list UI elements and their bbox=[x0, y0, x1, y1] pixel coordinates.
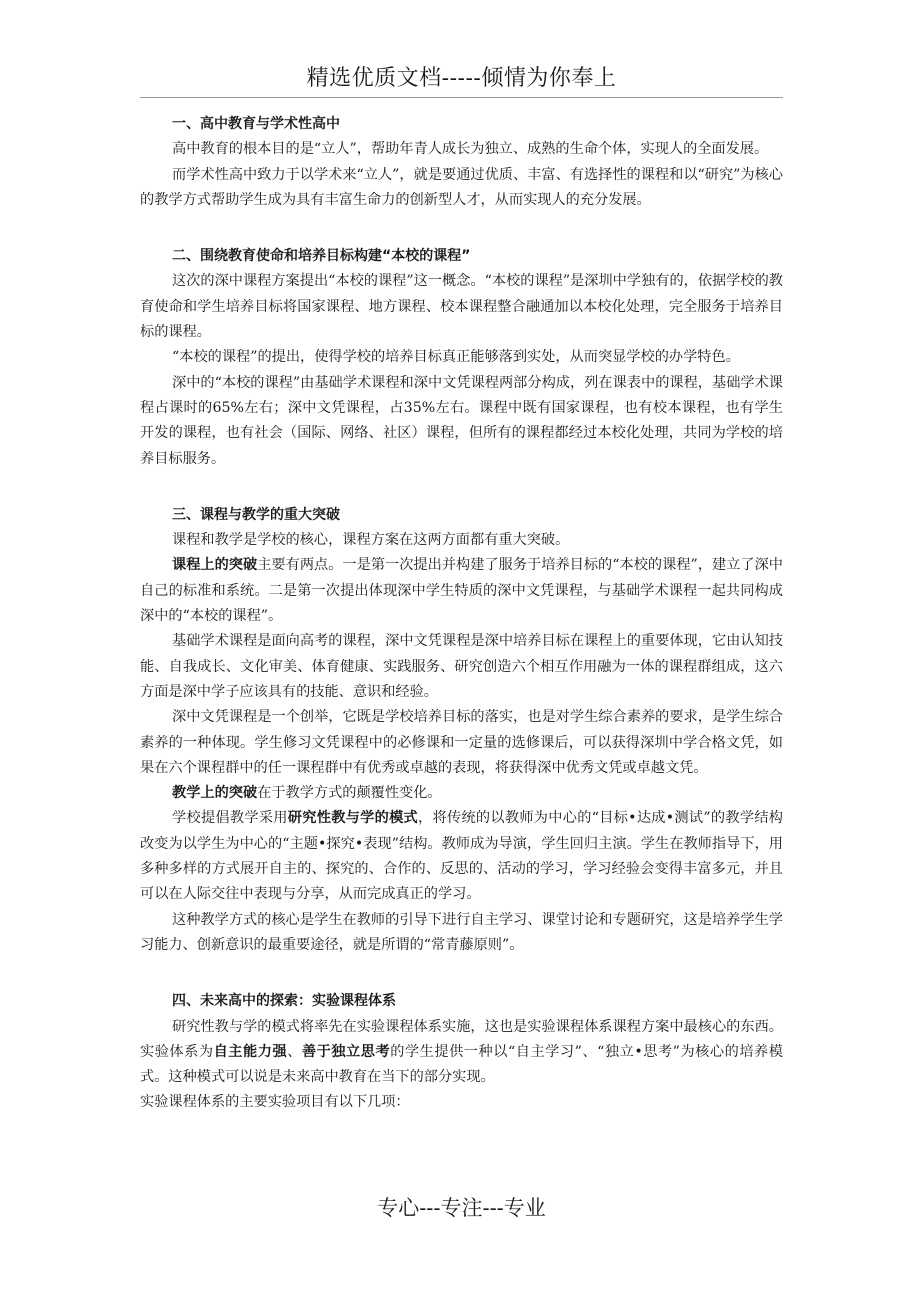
spacer bbox=[140, 213, 783, 244]
section-3-heading: 三、课程与教学的重大突破 bbox=[172, 506, 340, 523]
section-3-paragraph: 这种教学方式的核心是学生在教师的引导下进行自主学习、课堂讨论和专题研究，这是培养学生学习能力、创新意识的最重要途径，就是所谓的“常青藤原则”。 bbox=[140, 911, 783, 953]
paragraph-text: 学校提倡教学采用 bbox=[172, 810, 288, 827]
section-3-paragraph: 深中文凭课程是一个创举，它既是学校培养目标的落实，也是对学生综合素养的要求，是学生综合素养的一种体现。学生修习文凭课程中的必修课和一定量的选修课后，可以获得深圳中学合格文凭，如果在六个课程群中的任一课程群中有优秀或卓越的表现，将获得深中优秀文凭或卓越文凭。 bbox=[140, 709, 783, 776]
bold-phrase: 自主能力强 bbox=[213, 1043, 288, 1060]
section-2-heading: 二、围绕教育使命和培养目标构建“本校的课程” bbox=[172, 248, 471, 265]
section-3-paragraph bbox=[140, 781, 783, 806]
section-2-paragraph: “本校的课程”的提出，使得学校的培养目标真正能够落到实处，从而突显学校的办学特色。 bbox=[172, 349, 740, 366]
bold-phrase: 教学上的突破 bbox=[172, 785, 258, 802]
bold-phrase: 善于独立思考 bbox=[301, 1043, 391, 1060]
section-3-paragraph: 基础学术课程是面向高考的课程，深中文凭课程是深中培养目标在课程上的重要体现，它由认知技能、自我成长、文化审美、体育健康、实践服务、研究创造六个相互作用融为一体的课程群组成，这六方面是深中学子应该具有的技能、意识和经验。 bbox=[140, 633, 783, 700]
document-body bbox=[140, 112, 783, 1116]
section-1-heading: 一、高中教育与学术性高中 bbox=[172, 116, 340, 132]
section-4-heading: 四、未来高中的探索：实验课程体系 bbox=[172, 993, 396, 1010]
paragraph-text: 研究性教与学的模式将率先在实验课程体系实施，这也是实验课程体系课程方案中最核心的东西。实验体系为 bbox=[140, 1018, 783, 1060]
section-2-paragraph: 这次的深中课程方案提出“本校的课程”这一概念。“本校的课程”是深圳中学独有的，依据学校的教育使命和学生培养目标将国家课程、地方课程、校本课程整合融通加以本校化处理，完全服务于培养目标的课程。 bbox=[140, 273, 783, 341]
section-4-paragraph: 实验课程体系的主要实验项目有以下几项： bbox=[140, 1094, 410, 1111]
section-1-paragraph: 而学术性高中致力于以学术来“立人”，就是要通过优质、丰富、有选择性的课程和以“研究”为核心的教学方式帮助学生成为具有丰富生命力的创新型人才，从而实现人的充分发展。 bbox=[140, 166, 783, 208]
paragraph-text: 在于教学方式的颠覆性变化。 bbox=[257, 785, 442, 802]
section-3-paragraph: 课程和教学是学校的核心，课程方案在这两方面都有重大突破。 bbox=[172, 532, 570, 549]
page-footer: 专心---专注---专业 bbox=[377, 1196, 546, 1220]
page-header: 精选优质文档-----倾情为你奉上 bbox=[306, 66, 617, 91]
paragraph-text: 的学生提供一种以“自主学习”、“独立•思考”为核心的培养模式。这种模式可以说是未来高中教育在当下的部分实现。 bbox=[140, 1043, 783, 1086]
spacer bbox=[140, 472, 783, 503]
bold-phrase: 课程上的突破 bbox=[172, 557, 258, 574]
section-4-paragraph bbox=[140, 1015, 783, 1091]
section-3-paragraph bbox=[140, 553, 783, 629]
section-1-paragraph: 高中教育的根本目的是“立人”，帮助年青人成长为独立、成熟的生命个体，实现人的全面发展。 bbox=[172, 141, 769, 158]
section-2-paragraph: 深中的“本校的课程”由基础学术课程和深中文凭课程两部分构成，列在课表中的课程，基础学术课程占课时的65%左右；深中文凭课程，占35%左右。课程中既有国家课程，也有校本课程，也有学生开发的课程，也有社会（国际、网络、社区）课程，但所有的课程都经过本校化处理，共同为学校的培养目标服务。 bbox=[140, 374, 783, 467]
paragraph-text: 主要有两点。一是第一次提出并构建了服务于培养目标的“本校的课程”，建立了深中自己的标准和系统。二是第一次提出体现深中学生特质的深中文凭课程，与基础学术课程一起共同构成深中的“本校的课程”。 bbox=[140, 557, 783, 625]
paragraph-text: ，将传统的以教师为中心的“目标•达成•测试”的教学结构改变为以学生为中心的“主题•探究•表现”结构。教师成为导演，学生回归主演。学生在教师指导下，用多种多样的方式展开自主的、探究的、合作的、反思的、活动的学习，学习经验会变得丰富多元，并且可以在人际交往中表现与分享，从而完成真正的学习。 bbox=[140, 810, 783, 903]
header-divider bbox=[140, 97, 783, 98]
section-3-paragraph bbox=[140, 806, 783, 907]
bold-phrase: 研究性教与学的模式 bbox=[287, 810, 419, 827]
spacer bbox=[140, 958, 783, 989]
paragraph-text: 、 bbox=[287, 1043, 302, 1060]
